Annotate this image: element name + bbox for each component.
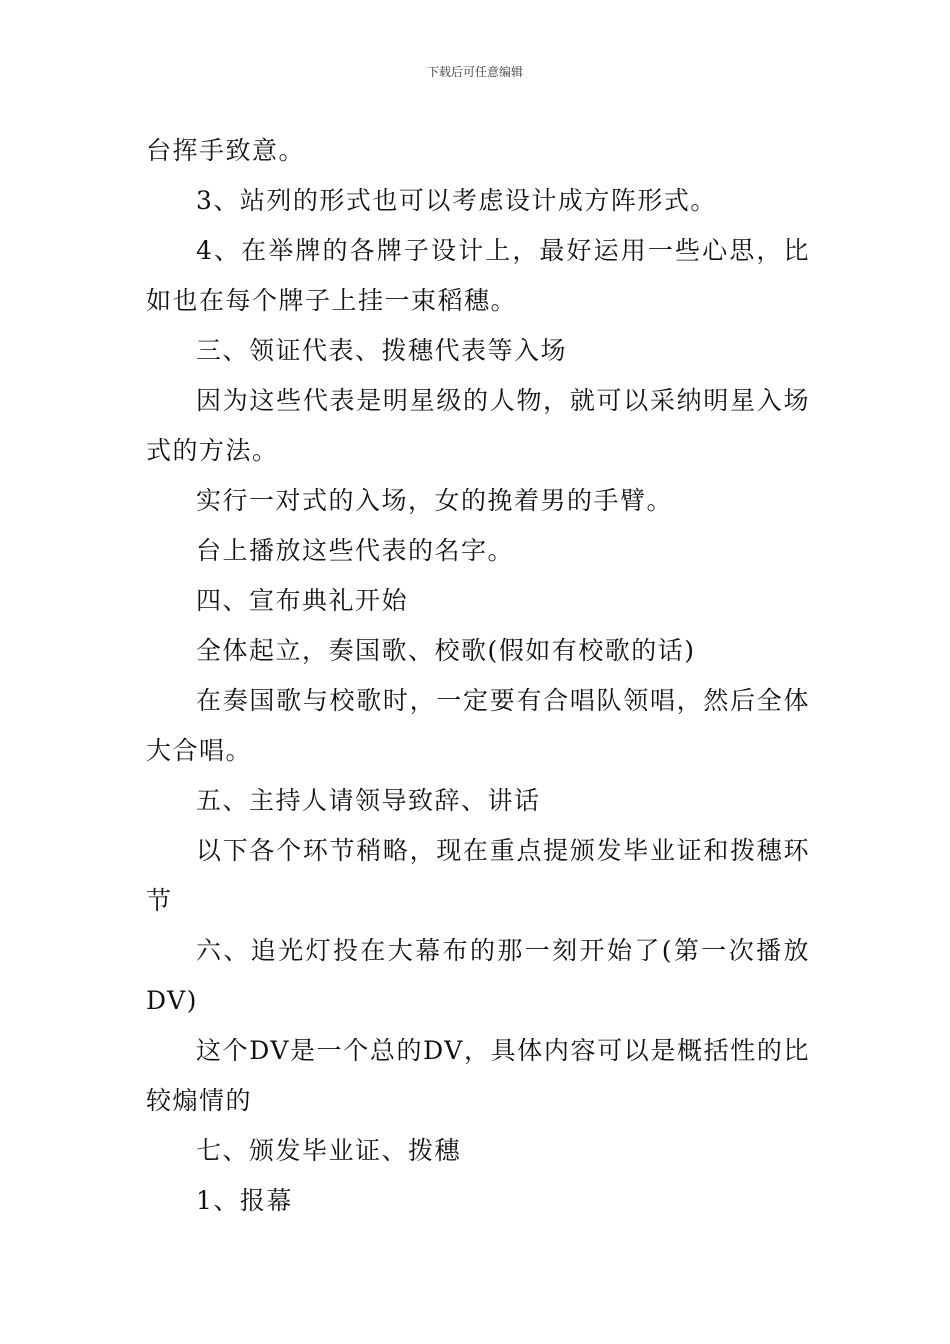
section-heading-6: 六、追光灯投在大幕布的那一刻开始了(第一次播放DV) <box>146 936 810 1015</box>
paragraph-1: 台挥手致意。 <box>146 136 306 165</box>
paragraph-9: 全体起立，奏国歌、校歌(假如有校歌的话) <box>196 636 696 665</box>
paragraph-3: 4、在举牌的各牌子设计上，最好运用一些心思，比如也在每个牌子上挂一束稻穗。 <box>146 236 810 315</box>
paragraph-10: 在奏国歌与校歌时，一定要有合唱队领唱，然后全体大合唱。 <box>146 686 810 765</box>
paragraph-6: 实行一对式的入场，女的挽着男的手臂。 <box>196 486 674 515</box>
section-heading-4: 四、宣布典礼开始 <box>196 586 409 615</box>
section-heading-7: 七、颁发毕业证、拨穗 <box>196 1136 462 1165</box>
paragraph-7: 台上播放这些代表的名字。 <box>196 536 515 565</box>
paragraph-12: 以下各个环节稍略，现在重点提颁发毕业证和拨穗环节 <box>146 836 810 915</box>
paragraph-16: 1、报幕 <box>196 1186 293 1215</box>
section-heading-3: 三、领证代表、拨穗代表等入场 <box>196 336 568 365</box>
paragraph-14: 这个DV是一个总的DV，具体内容可以是概括性的比较煽情的 <box>146 1036 810 1115</box>
section-heading-5: 五、主持人请领导致辞、讲话 <box>196 786 541 815</box>
paragraph-2: 3、站列的形式也可以考虑设计成方阵形式。 <box>196 186 717 215</box>
paragraph-5: 因为这些代表是明星级的人物，就可以采纳明星入场式的方法。 <box>146 386 810 465</box>
page-header-note: 下载后可任意编辑 <box>426 65 523 79</box>
document-body <box>146 126 810 1226</box>
